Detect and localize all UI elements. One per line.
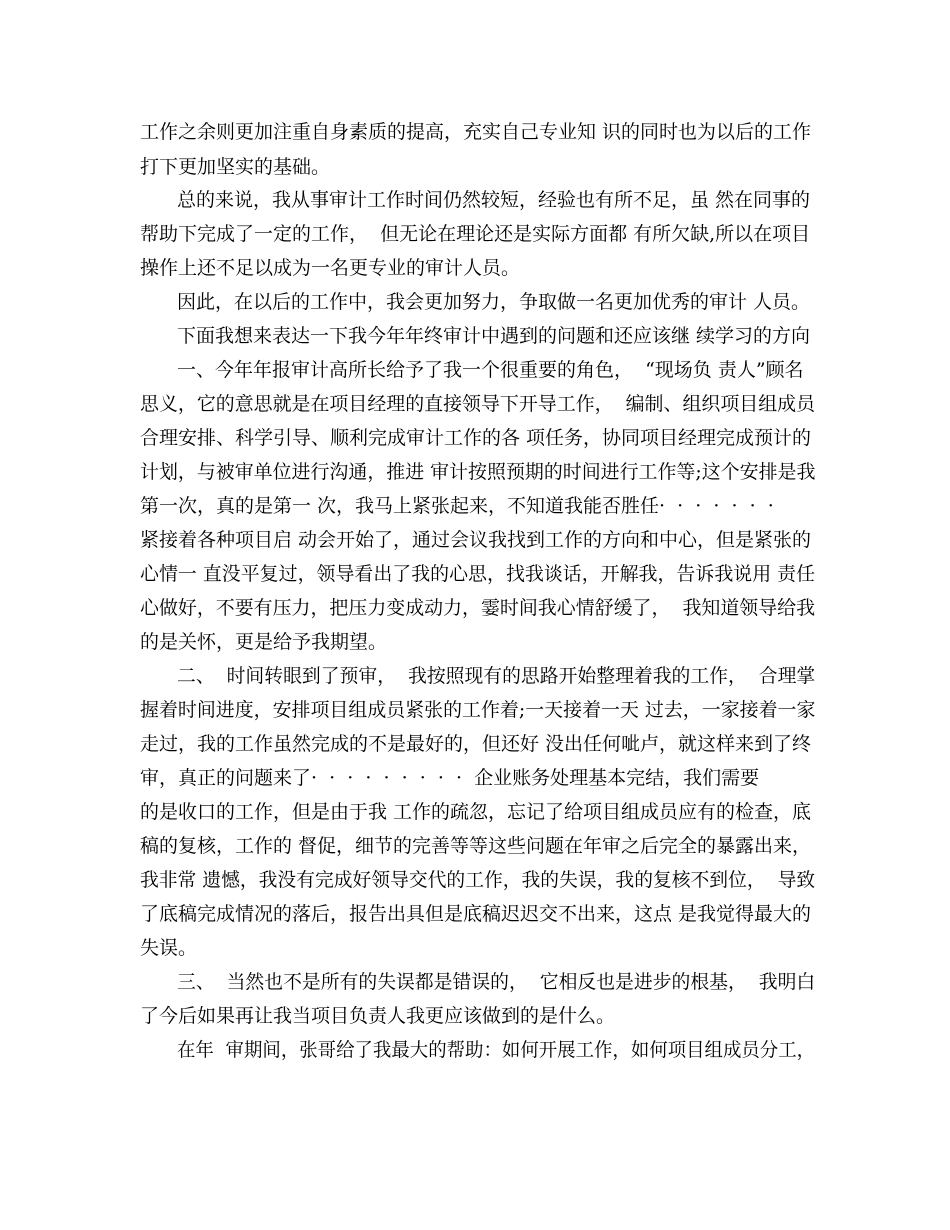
text-line: 计划，与被审单位进行沟通，推进 审计按照预期的时间进行工作等;这个安排是我 <box>140 461 816 483</box>
text-line: 下面我想来表达一下我今年年终审计中遇到的问题和还应该继 续学习的方向 <box>177 325 811 347</box>
text-line: 第一次，真的是第一 次，我马上紧张起来，不知道我能否胜任· · · · · · · <box>140 495 774 517</box>
text-line: 打下更加坚实的基础。 <box>140 156 331 178</box>
text-line: 在年 审期间，张哥给了我最大的帮助：如何开展工作，如何项目组成员分工， <box>177 1039 816 1061</box>
text-line: 总的来说，我从事审计工作时间仍然较短，经验也有所不足，虽 然在同事的 <box>177 189 811 211</box>
text-line: 走过，我的工作虽然完成的不是最好的，但还好 没出任何呲卢，就这样来到了终 <box>140 733 812 755</box>
text-line: 合理安排、科学引导、顺利完成审计工作的各 项任务，协同项目经理完成预计的 <box>140 427 812 449</box>
text-line: 思义，它的意思就是在项目经理的直接领导下开导工作， 编制、组织项目组成员 <box>140 393 816 415</box>
text-line: 二、 时间转眼到了预审， 我按照现有的思路开始整理着我的工作， 合理掌 <box>177 665 816 687</box>
text-line: 帮助下完成了一定的工作， 但无论在理论还是实际方面都 有所欠缺,所以在项目 <box>140 223 811 245</box>
text-line: 一、今年年报审计高所长给予了我一个很重要的角色， “现场负 责人”顾名 <box>177 359 804 381</box>
text-line: 心做好，不要有压力，把压力变成动力，霎时间我心情舒缓了， 我知道领导给我 <box>140 597 816 619</box>
text-line: 稿的复核，工作的 督促，细节的完善等等这些问题在年审之后完全的暴露出来， <box>140 835 812 857</box>
text-line: 工作之余则更加注重自身素质的提高，充实自己专业知 识的同时也为以后的工作 <box>140 121 812 143</box>
text-line: 紧接着各种项目启 动会开始了，通过会议我找到工作的方向和中心，但是紧张的 <box>140 529 812 551</box>
text-line: 心情一 直没平复过，领导看出了我的心思，找我谈话，开解我，告诉我说用 责任 <box>140 563 816 585</box>
text-line: 三、 当然也不是所有的失误都是错误的， 它相反也是进步的根基， 我明白 <box>177 971 816 993</box>
text-line: 的是收口的工作，但是由于我 工作的疏忽，忘记了给项目组成员应有的检查，底 <box>140 801 812 823</box>
text-line: 因此，在以后的工作中，我会更加努力，争取做一名更加优秀的审计 人员。 <box>177 291 811 313</box>
text-line: 的是关怀，更是给予我期望。 <box>140 631 388 653</box>
text-line: 操作上还不足以成为一名更专业的审计人员。 <box>140 257 521 279</box>
text-line: 了今后如果再让我当项目负责人我更应该做到的是什么。 <box>140 1005 616 1027</box>
text-line: 我非常 遗憾，我没有完成好领导交代的工作，我的失误，我的复核不到位， 导致 <box>140 869 816 891</box>
text-line: 握着时间进度，安排项目组成员紧张的工作着;一天接着一天 过去，一家接着一家 <box>140 699 816 721</box>
text-line: 失误。 <box>140 937 198 959</box>
text-line: 审，真正的问题来了· · · · · · · · · 企业账务处理基本完结，我们需要 <box>140 767 760 789</box>
text-line: 了底稿完成情况的落后，报告出具但是底稿迟迟交不出来，这点 是我觉得最大的 <box>140 903 812 925</box>
